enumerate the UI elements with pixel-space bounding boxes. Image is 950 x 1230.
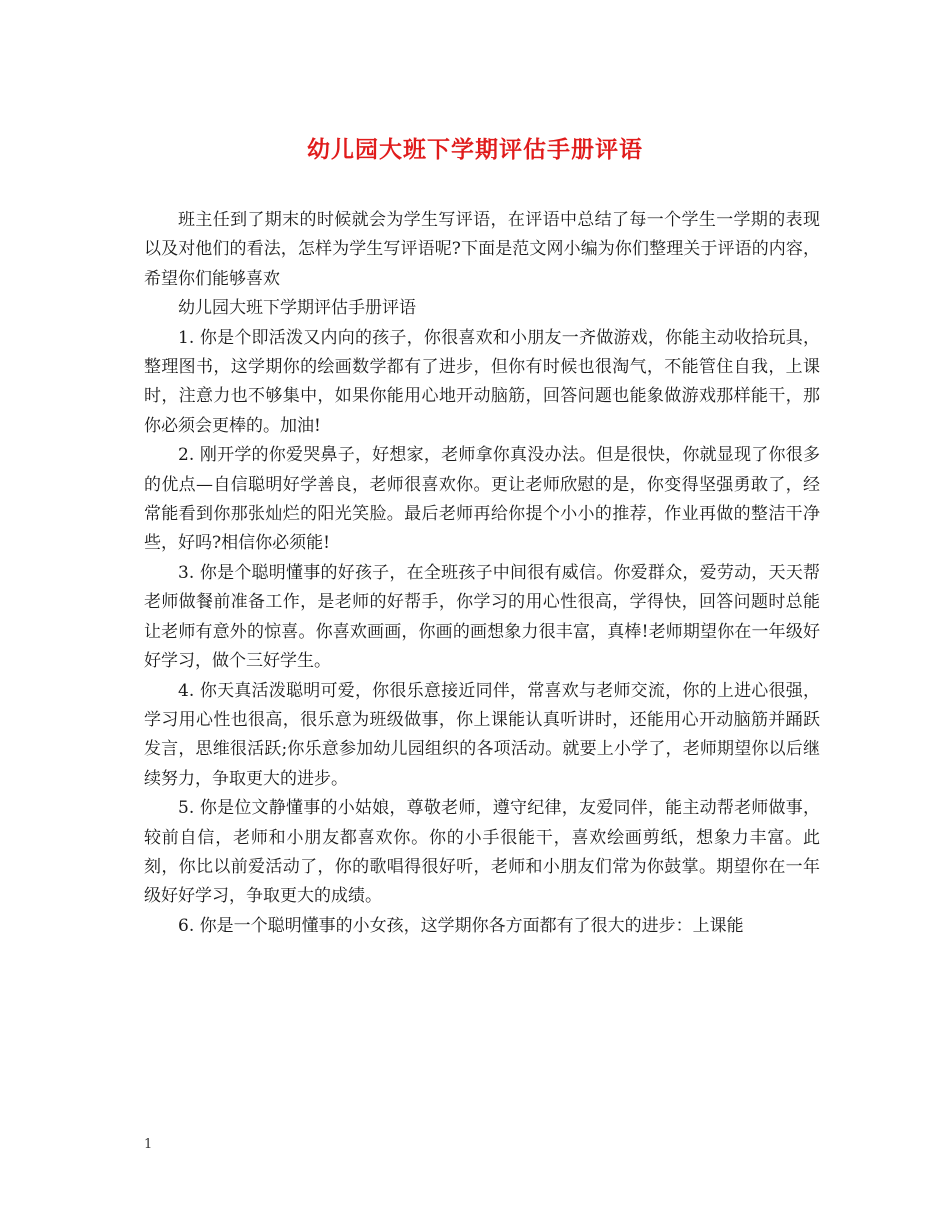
- comment-paragraph-4: 4. 你天真活泼聪明可爱，你很乐意接近同伴，常喜欢与老师交流，你的上进心很强，学习用心性也很高，很乐意为班级做事，你上课能认真听讲时，还能用心开动脑筋并踊跃发言，思维很活跃;你乐意参加幼儿园组织的各项活动。就要上小学了，老师期望你以后继续努力，争取更大的进步。: [144, 680, 820, 789]
- comment-paragraph-3: 3. 你是个聪明懂事的好孩子，在全班孩子中间很有威信。你爱群众，爱劳动，天天帮老师做餐前准备工作，是老师的好帮手，你学习的用心性很高，学得快，回答问题时总能让老师有意外的惊喜。你喜欢画画，你画的画想象力很丰富，真棒!老师期望你在一年级好好学习，做个三好学生。: [144, 562, 820, 672]
- section-heading: 幼儿园大班下学期评估手册评语: [178, 298, 416, 319]
- comment-paragraph-5: 5. 你是位文静懂事的小姑娘，尊敬老师，遵守纪律，友爱同伴，能主动帮老师做事，较前自信，老师和小朋友都喜欢你。你的小手很能干，喜欢绘画剪纸，想象力丰富。此刻，你比以前爱活动了，你的歌唱得很好听，老师和小朋友们常为你鼓掌。期望你在一年级好好学习，争取更大的成绩。: [144, 798, 820, 907]
- page-number: 1: [144, 1137, 153, 1152]
- comment-paragraph-2: 2. 刚开学的你爱哭鼻子，好想家，老师拿你真没办法。但是很快，你就显现了你很多的优点—自信聪明好学善良，老师很喜欢你。更让老师欣慰的是，你变得坚强勇敢了，经常能看到你那张灿烂的阳光笑脸。最后老师再给你提个小小的推荐，作业再做的整洁干净些，好吗?相信你必须能!: [144, 445, 820, 554]
- document-body: [144, 206, 820, 941]
- intro-paragraph: 班主任到了期末的时候就会为学生写评语，在评语中总结了每一个学生一学期的表现以及对他们的看法，怎样为学生写评语呢?下面是范文网小编为你们整理关于评语的内容，希望你们能够喜欢: [144, 210, 820, 289]
- comment-paragraph-1: 1. 你是个即活泼又内向的孩子，你很喜欢和小朋友一齐做游戏，你能主动收拾玩具，整理图书，这学期你的绘画数学都有了进步，但你有时候也很淘气，不能管住自我，上课时，注意力也不够集中，如果你能用心地开动脑筋，回答问题也能象做游戏那样能干，那你必须会更棒的。加油!: [144, 327, 820, 436]
- document-title: 幼儿园大班下学期评估手册评语: [307, 136, 643, 163]
- comment-paragraph-6: 6. 你是一个聪明懂事的小女孩，这学期你各方面都有了很大的进步：上课能: [178, 915, 744, 936]
